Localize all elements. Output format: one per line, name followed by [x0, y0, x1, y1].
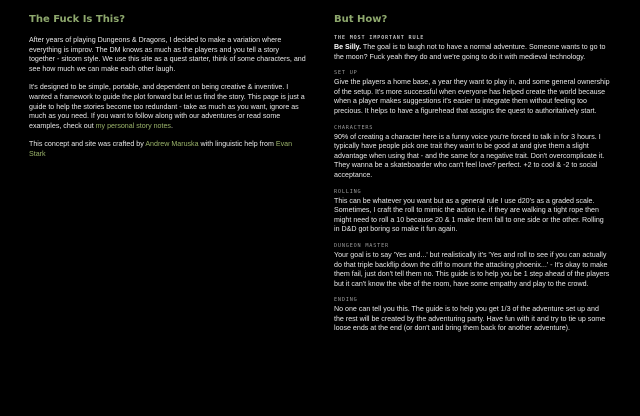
story-notes-link[interactable]: my personal story notes	[95, 121, 171, 130]
section-body-dungeon-master: Your goal is to say 'Yes and...' but realistically it's 'Yes and roll to see if you can actually do that triple backflip down the cliff to mount the attacking phoenix...' - It's okay to make them fail, just don't tell them no. This guide is to help you be 1 step ahead of the players but it can't know the vibe of the room, have some empathy and play to the crowd.	[334, 250, 610, 288]
andrew-maruska-link[interactable]: Andrew Maruska	[145, 140, 199, 149]
evan-stark-link[interactable]: Evan Stark	[29, 140, 293, 158]
section-text-rule: The goal is to laugh not to have a normal adventure. Someone wants to go to the moon? Fuck yeah they do and we're going to do it with medieval technology.	[334, 43, 606, 61]
credits-text-mid: with linguistic help from	[198, 140, 276, 149]
design-paragraph	[29, 83, 307, 131]
intro-column	[29, 0, 307, 160]
section-bold-rule: Be Silly.	[334, 43, 362, 51]
intro-paragraph: After years of playing Dungeons & Dragons, I decided to make a variation where everything is improv. The DM knows as much as the players and you tell a story together - sitcom style. We use this site as a quest starter, think of some characters, and see how much we can make each other laugh.	[29, 36, 306, 73]
rules-title: But How?	[334, 14, 388, 25]
design-text-end: .	[170, 121, 173, 130]
section-body-rolling: This can be whatever you want but as a general rule I use d20's as a graded scale. Sometimes, I craft the roll to mimic the action i.e. if they are walking a tight rope then might need to roll a 10 because 20 & 1 make them fall to one side or the other. Rolling in D&D got boring so make it fun again.	[334, 196, 604, 234]
rules-column	[334, 0, 610, 334]
section-label-rolling: ROLLING	[334, 188, 362, 195]
section-label-dungeon-master: DUNGEON MASTER	[334, 242, 389, 249]
section-label-characters: CHARACTERS	[334, 124, 374, 131]
section-body-characters: 90% of creating a character here is a funny voice you're forced to talk in for 3 hours. I typically have people pick one trait they want to be good at and give them a slight advantage when using that - and the same for a negative trait. Don't overcomplicate it. They wanna be a skateboarder who can't feel love? perfect. +2 to cool & -2 to social acceptance.	[334, 132, 605, 179]
section-body-rule	[334, 43, 610, 62]
design-text: It's designed to be simple, portable, and dependent on being creative & inventive. I wanted a framework to guide the plot forward but let us find the story. This page is just a guide to help the stories become too redundant - take as much as you want, ignore as much as you need. If you want to follow along with our adventures or read some examples, check out	[29, 83, 305, 130]
section-label-setup: SET UP	[334, 70, 358, 77]
section-body-setup: Give the players a home base, a year they want to play in, and some general ownership of the setup. It's more successful when everyone has helped create the world because when a player makes suggestions it's easier to integrate them without feeling too precious. It helps to have a figurehead that assigns the quest to authoritatively start.	[334, 78, 610, 115]
credits-paragraph	[29, 140, 307, 159]
section-label-rule: THE MOST IMPORTANT RULE	[334, 35, 425, 41]
credits-text: This concept and site was crafted by	[29, 140, 146, 149]
section-body-ending: No one can tell you this. The guide is to help you get 1/3 of the adventure set up and the rest will be created by the adventuring party. Have fun with it and try to tie up some loose ends at the end (or don't and bring them back for another adventure).	[334, 305, 606, 333]
section-label-ending: ENDING	[334, 297, 358, 304]
intro-title: The Fuck Is This?	[29, 14, 125, 25]
